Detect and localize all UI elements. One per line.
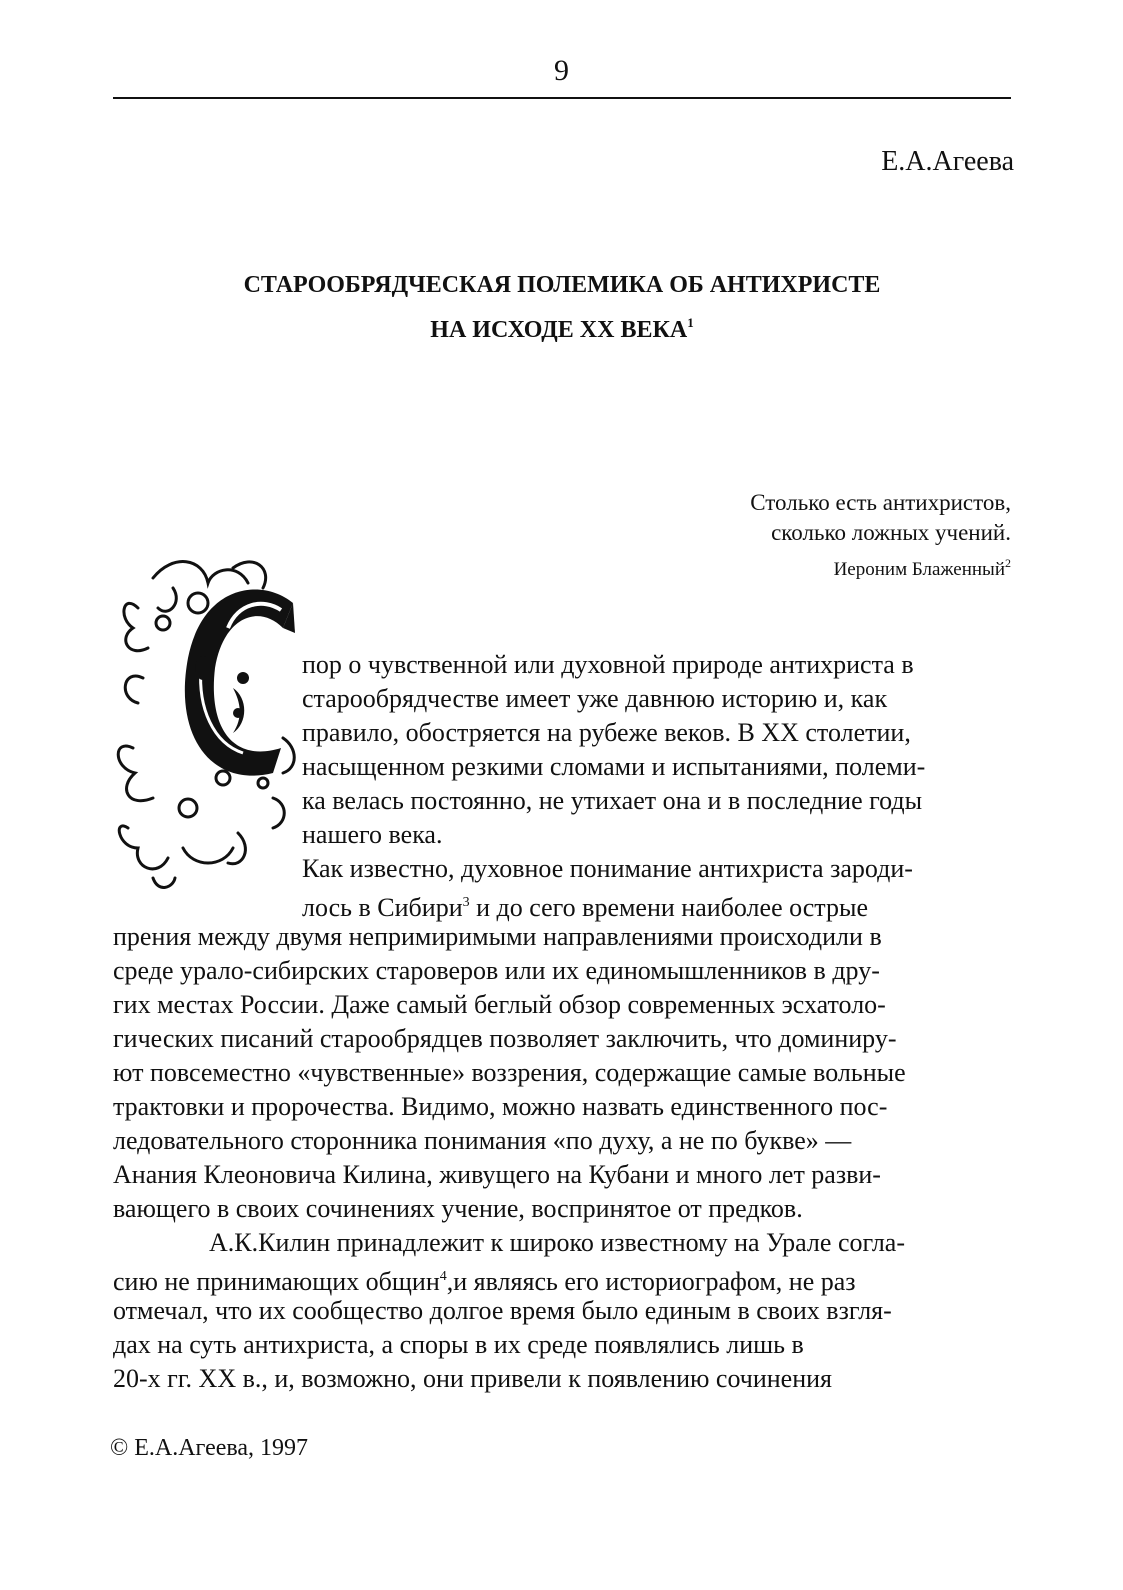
header-rule [113, 97, 1011, 99]
text-line: гических писаний старообрядцев позволяет заключить, что доминиру- [113, 1024, 897, 1053]
text-line: отмечал, что их сообщество долгое время было единым в своих взгля- [113, 1296, 892, 1325]
title-line-2 [113, 304, 1011, 349]
ornamental-letter-icon [113, 548, 303, 893]
text-line: среде урало-сибирских староверов или их единомышленников в дру- [113, 956, 880, 985]
text-line: прения между двумя непримиримыми направлениями происходили в [113, 922, 882, 951]
line-text: ,и являясь его историографом, не раз [446, 1267, 856, 1296]
copyright-footer: © Е.А.Агеева, 1997 [110, 1435, 309, 1461]
text-line: дах на суть антихриста, а споры в их среде появлялись лишь в [113, 1330, 804, 1359]
title-footnote-mark: 1 [687, 315, 694, 330]
epigraph-line-2: сколько ложных учений. [771, 520, 1011, 545]
epigraph-line-1: Столько есть антихристов, [750, 490, 1011, 515]
text-line: пор о чувственной или духовной природе антихриста в [302, 650, 914, 679]
epigraph [750, 488, 1011, 585]
text-line: А.К.Килин принадлежит к широко известному на Урале согла- [209, 1228, 906, 1257]
text-line: ют повсеместно «чувственные» воззрения, содержащие самые вольные [113, 1058, 906, 1087]
footnote-mark: 4 [439, 1269, 447, 1284]
text-line: трактовки и пророчества. Видимо, можно назвать единственного пос- [113, 1092, 888, 1121]
text-line: нашего века. [302, 820, 443, 849]
text-line: вающего в своих сочинениях учение, воспринятое от предков. [113, 1194, 803, 1223]
page-number: 9 [554, 54, 569, 87]
line-text: сию не принимающих общин [113, 1267, 440, 1296]
text-line: ледовательного сторонника понимания «по духу, а не по букве» — [113, 1126, 852, 1155]
text-line: Как известно, духовное понимание антихриста зароди- [302, 854, 913, 883]
footnote-mark: 3 [462, 895, 470, 910]
text-line: правило, обостряется на рубеже веков. В XX столетии, [302, 718, 911, 747]
line-text: лось в Сибири [302, 893, 463, 922]
line-text: и до сего времени наиболее острые [469, 893, 868, 922]
text-line: гих местах России. Даже самый беглый обзор современных эсхатоло- [113, 990, 886, 1019]
text-line: Анания Клеоновича Килина, живущего на Кубани и много лет разви- [113, 1160, 881, 1189]
epigraph-footnote-mark: 2 [1005, 556, 1011, 570]
text-line: насыщенном резкими сломами и испытаниями, полеми- [302, 752, 926, 781]
text-line: 20-х гг. XX в., и, возможно, они привели к появлению сочинения [113, 1364, 832, 1393]
epigraph-attribution-line [750, 548, 1011, 585]
title-line-1: СТАРООБРЯДЧЕСКАЯ ПОЛЕМИКА ОБ АНТИХРИСТЕ [243, 272, 881, 298]
title-line-2-text: НА ИСХОДЕ ХХ ВЕКА [430, 317, 688, 343]
text-line: ка велась постоянно, не утихает она и в последние годы [302, 786, 923, 815]
author-name: Е.А.Агеева [881, 146, 1014, 177]
epigraph-attribution: Иероним Блаженный [833, 559, 1005, 580]
text-line: старообрядчестве имеет уже давнюю историю и, как [302, 684, 888, 713]
article-title [113, 266, 1011, 349]
